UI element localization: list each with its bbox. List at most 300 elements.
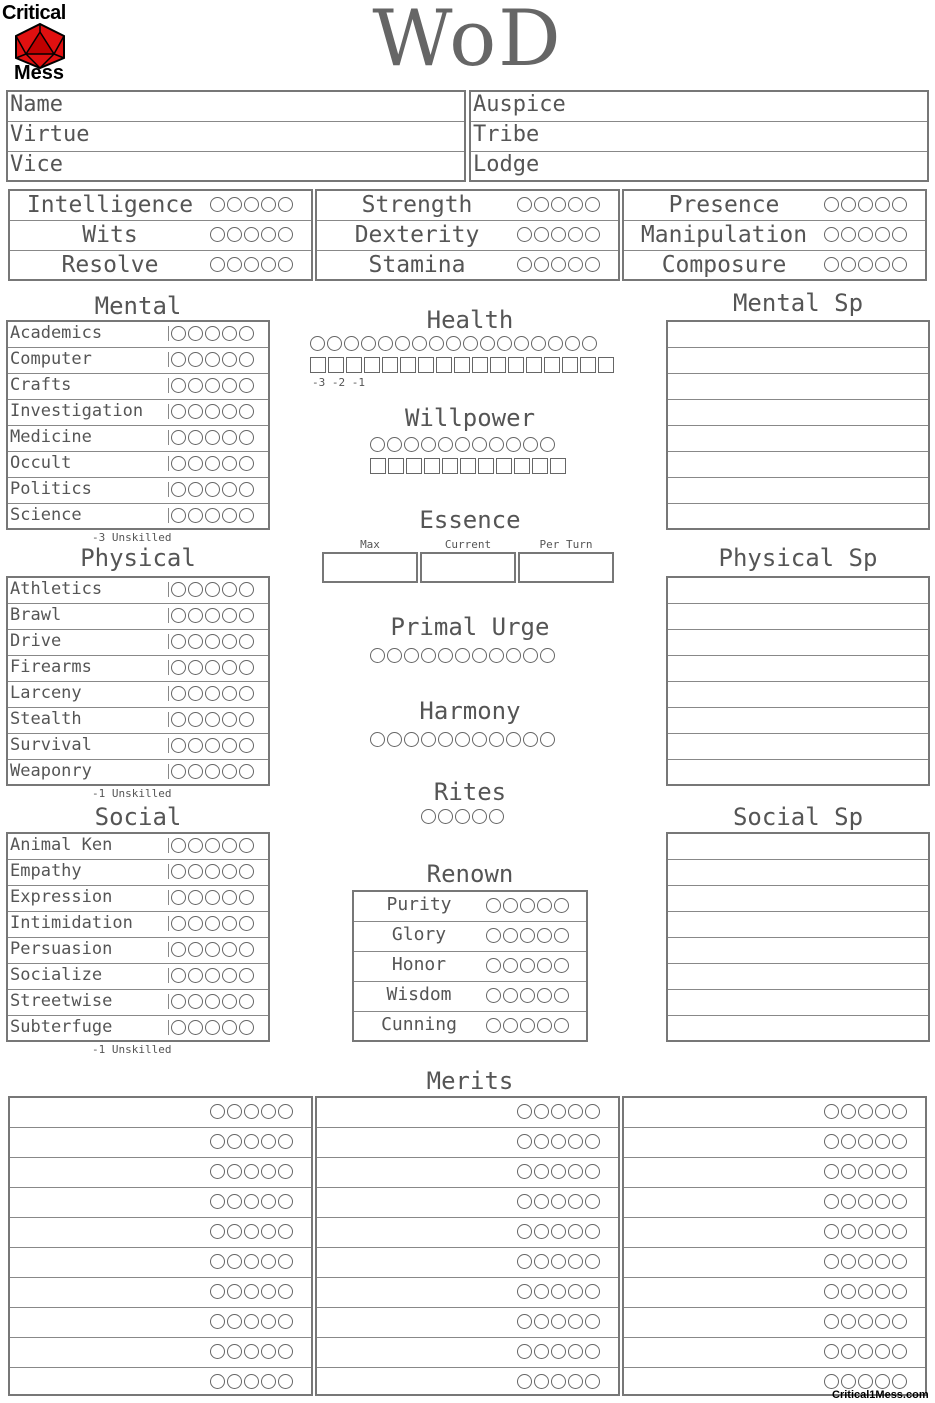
rites-dots[interactable] — [421, 809, 506, 824]
merit-dots[interactable] — [517, 1134, 602, 1149]
dot[interactable] — [537, 988, 552, 1003]
dot[interactable] — [585, 227, 600, 242]
dot[interactable] — [534, 1284, 549, 1299]
health-box[interactable] — [454, 357, 470, 373]
dot[interactable] — [239, 864, 254, 879]
skill-dots[interactable] — [168, 686, 256, 701]
dot[interactable] — [278, 197, 293, 212]
renown-row[interactable] — [354, 952, 586, 982]
dot[interactable] — [841, 1344, 856, 1359]
dot[interactable] — [222, 712, 237, 727]
specialty-row[interactable] — [668, 912, 928, 938]
health-box[interactable] — [382, 357, 398, 373]
willpower-dot[interactable] — [489, 437, 504, 452]
health-box[interactable] — [418, 357, 434, 373]
skill-dots[interactable] — [168, 634, 256, 649]
dot[interactable] — [261, 1254, 276, 1269]
specialty-row[interactable] — [668, 682, 928, 708]
dot[interactable] — [841, 227, 856, 242]
dot[interactable] — [261, 1284, 276, 1299]
dot[interactable] — [239, 582, 254, 597]
health-dot[interactable] — [327, 336, 342, 351]
dot[interactable] — [841, 1314, 856, 1329]
dot[interactable] — [205, 838, 220, 853]
merit-dots[interactable] — [210, 1104, 295, 1119]
dot[interactable] — [503, 898, 518, 913]
willpower-box[interactable] — [496, 458, 512, 474]
dot[interactable] — [205, 916, 220, 931]
skill-row[interactable] — [8, 604, 268, 630]
dot[interactable] — [858, 1194, 873, 1209]
dot[interactable] — [205, 660, 220, 675]
merit-row[interactable] — [624, 1128, 925, 1158]
skill-dots[interactable] — [168, 456, 256, 471]
attribute-row[interactable] — [10, 191, 311, 221]
specialty-row[interactable] — [668, 734, 928, 760]
renown-dots[interactable] — [486, 988, 571, 1003]
skill-row[interactable] — [8, 834, 268, 860]
skill-dots[interactable] — [168, 864, 256, 879]
dot[interactable] — [244, 1344, 259, 1359]
footer-site[interactable]: Critical1Mess.com — [832, 1389, 929, 1401]
dot[interactable] — [244, 197, 259, 212]
dot[interactable] — [171, 968, 186, 983]
dot[interactable] — [824, 1134, 839, 1149]
dot[interactable] — [188, 1020, 203, 1035]
health-dot[interactable] — [565, 336, 580, 351]
skill-row[interactable] — [8, 630, 268, 656]
dot[interactable] — [892, 1194, 907, 1209]
rites-dot[interactable] — [455, 809, 470, 824]
health-box[interactable] — [346, 357, 362, 373]
dot[interactable] — [239, 1020, 254, 1035]
dot[interactable] — [517, 1194, 532, 1209]
dot[interactable] — [171, 582, 186, 597]
dot[interactable] — [205, 634, 220, 649]
willpower-dot[interactable] — [404, 437, 419, 452]
dot[interactable] — [824, 1314, 839, 1329]
dot[interactable] — [227, 1344, 242, 1359]
dot[interactable] — [534, 1224, 549, 1239]
dot[interactable] — [585, 257, 600, 272]
harmony-dot[interactable] — [387, 732, 402, 747]
dot[interactable] — [222, 916, 237, 931]
dot[interactable] — [892, 1374, 907, 1389]
dot[interactable] — [824, 1284, 839, 1299]
specialty-row[interactable] — [668, 504, 928, 530]
harmony-dot[interactable] — [404, 732, 419, 747]
skill-row[interactable] — [8, 964, 268, 990]
dot[interactable] — [171, 660, 186, 675]
dot[interactable] — [239, 404, 254, 419]
dot[interactable] — [205, 608, 220, 623]
merit-dots[interactable] — [824, 1284, 909, 1299]
dot[interactable] — [239, 838, 254, 853]
dot[interactable] — [188, 430, 203, 445]
dot[interactable] — [875, 1314, 890, 1329]
dot[interactable] — [239, 456, 254, 471]
dot[interactable] — [222, 608, 237, 623]
specialty-row[interactable] — [668, 478, 928, 504]
merit-row[interactable] — [624, 1278, 925, 1308]
renown-dots[interactable] — [486, 898, 571, 913]
skill-dots[interactable] — [168, 482, 256, 497]
dot[interactable] — [278, 257, 293, 272]
skill-dots[interactable] — [168, 660, 256, 675]
merit-dots[interactable] — [824, 1104, 909, 1119]
dot[interactable] — [171, 942, 186, 957]
attribute-row[interactable] — [624, 221, 925, 251]
specialty-row[interactable] — [668, 374, 928, 400]
dot[interactable] — [534, 1254, 549, 1269]
dot[interactable] — [171, 456, 186, 471]
dot[interactable] — [227, 1284, 242, 1299]
skill-row[interactable] — [8, 708, 268, 734]
attribute-dots[interactable] — [824, 197, 909, 212]
dot[interactable] — [858, 1164, 873, 1179]
dot[interactable] — [278, 1134, 293, 1149]
dot[interactable] — [210, 1164, 225, 1179]
attribute-row[interactable] — [624, 191, 925, 221]
dot[interactable] — [261, 197, 276, 212]
dot[interactable] — [486, 988, 501, 1003]
merit-dots[interactable] — [824, 1344, 909, 1359]
dot[interactable] — [875, 1164, 890, 1179]
primal-urge-dots[interactable] — [370, 648, 557, 663]
dot[interactable] — [278, 1254, 293, 1269]
dot[interactable] — [278, 1104, 293, 1119]
dot[interactable] — [534, 1134, 549, 1149]
dot[interactable] — [188, 968, 203, 983]
dot[interactable] — [585, 1194, 600, 1209]
health-dot[interactable] — [344, 336, 359, 351]
willpower-dots[interactable] — [370, 437, 557, 452]
dot[interactable] — [188, 404, 203, 419]
dot[interactable] — [205, 582, 220, 597]
dot[interactable] — [551, 1134, 566, 1149]
dot[interactable] — [210, 1254, 225, 1269]
dot[interactable] — [858, 257, 873, 272]
merit-dots[interactable] — [517, 1344, 602, 1359]
willpower-box[interactable] — [478, 458, 494, 474]
dot[interactable] — [892, 1254, 907, 1269]
dot[interactable] — [824, 1254, 839, 1269]
merit-dots[interactable] — [517, 1254, 602, 1269]
dot[interactable] — [205, 942, 220, 957]
dot[interactable] — [188, 326, 203, 341]
harmony-dot[interactable] — [489, 732, 504, 747]
willpower-dot[interactable] — [387, 437, 402, 452]
dot[interactable] — [568, 257, 583, 272]
specialty-row[interactable] — [668, 656, 928, 682]
dot[interactable] — [171, 838, 186, 853]
dot[interactable] — [824, 1164, 839, 1179]
dot[interactable] — [503, 928, 518, 943]
merit-row[interactable] — [10, 1338, 311, 1368]
renown-dots[interactable] — [486, 1018, 571, 1033]
skill-row[interactable] — [8, 912, 268, 938]
dot[interactable] — [261, 1344, 276, 1359]
willpower-dot[interactable] — [455, 437, 470, 452]
willpower-box[interactable] — [388, 458, 404, 474]
dot[interactable] — [239, 326, 254, 341]
dot[interactable] — [858, 1344, 873, 1359]
merit-dots[interactable] — [517, 1164, 602, 1179]
dot[interactable] — [568, 1104, 583, 1119]
dot[interactable] — [171, 686, 186, 701]
specialty-row[interactable] — [668, 860, 928, 886]
renown-row[interactable] — [354, 892, 586, 922]
health-dot[interactable] — [378, 336, 393, 351]
dot[interactable] — [239, 942, 254, 957]
dot[interactable] — [222, 456, 237, 471]
dot[interactable] — [222, 582, 237, 597]
dot[interactable] — [244, 1224, 259, 1239]
dot[interactable] — [188, 838, 203, 853]
attribute-dots[interactable] — [517, 227, 602, 242]
dot[interactable] — [261, 1104, 276, 1119]
merit-row[interactable] — [10, 1308, 311, 1338]
merit-dots[interactable] — [517, 1104, 602, 1119]
merit-dots[interactable] — [824, 1254, 909, 1269]
dot[interactable] — [278, 1224, 293, 1239]
willpower-box[interactable] — [370, 458, 386, 474]
primal-urge-dot[interactable] — [421, 648, 436, 663]
dot[interactable] — [205, 968, 220, 983]
essence-per-turn-field[interactable] — [518, 552, 614, 583]
dot[interactable] — [568, 1224, 583, 1239]
attribute-dots[interactable] — [210, 197, 295, 212]
dot[interactable] — [171, 738, 186, 753]
dot[interactable] — [244, 1284, 259, 1299]
primal-urge-dot[interactable] — [455, 648, 470, 663]
skill-dots[interactable] — [168, 352, 256, 367]
dot[interactable] — [534, 227, 549, 242]
merit-row[interactable] — [317, 1188, 618, 1218]
skill-row[interactable] — [8, 578, 268, 604]
dot[interactable] — [534, 197, 549, 212]
merit-row[interactable] — [624, 1098, 925, 1128]
dot[interactable] — [824, 197, 839, 212]
skill-dots[interactable] — [168, 326, 256, 341]
dot[interactable] — [841, 1104, 856, 1119]
renown-row[interactable] — [354, 982, 586, 1012]
dot[interactable] — [210, 1314, 225, 1329]
dot[interactable] — [244, 1104, 259, 1119]
merit-dots[interactable] — [517, 1374, 602, 1389]
dot[interactable] — [205, 890, 220, 905]
dot[interactable] — [239, 764, 254, 779]
dot[interactable] — [244, 227, 259, 242]
merit-row[interactable] — [317, 1338, 618, 1368]
willpower-boxes[interactable] — [370, 458, 568, 474]
merit-row[interactable] — [10, 1218, 311, 1248]
dot[interactable] — [261, 227, 276, 242]
dot[interactable] — [239, 378, 254, 393]
dot[interactable] — [239, 352, 254, 367]
dot[interactable] — [205, 764, 220, 779]
attribute-dots[interactable] — [517, 197, 602, 212]
health-box[interactable] — [598, 357, 614, 373]
dot[interactable] — [841, 1284, 856, 1299]
primal-urge-dot[interactable] — [472, 648, 487, 663]
dot[interactable] — [205, 430, 220, 445]
skill-row[interactable] — [8, 1016, 268, 1042]
dot[interactable] — [892, 257, 907, 272]
skill-row[interactable] — [8, 478, 268, 504]
specialty-row[interactable] — [668, 834, 928, 860]
primal-urge-dot[interactable] — [540, 648, 555, 663]
merit-row[interactable] — [317, 1098, 618, 1128]
dot[interactable] — [841, 197, 856, 212]
dot[interactable] — [841, 1164, 856, 1179]
skill-row[interactable] — [8, 656, 268, 682]
dot[interactable] — [222, 890, 237, 905]
dot[interactable] — [188, 994, 203, 1009]
health-box[interactable] — [400, 357, 416, 373]
dot[interactable] — [554, 988, 569, 1003]
dot[interactable] — [244, 1164, 259, 1179]
essence-current-field[interactable] — [420, 552, 516, 583]
dot[interactable] — [171, 712, 186, 727]
willpower-box[interactable] — [442, 458, 458, 474]
dot[interactable] — [210, 1134, 225, 1149]
dot[interactable] — [171, 352, 186, 367]
dot[interactable] — [824, 1344, 839, 1359]
dot[interactable] — [188, 864, 203, 879]
dot[interactable] — [585, 1284, 600, 1299]
dot[interactable] — [858, 1284, 873, 1299]
dot[interactable] — [278, 1374, 293, 1389]
dot[interactable] — [222, 352, 237, 367]
attribute-dots[interactable] — [210, 257, 295, 272]
rites-dot[interactable] — [489, 809, 504, 824]
dot[interactable] — [188, 508, 203, 523]
dot[interactable] — [841, 257, 856, 272]
dot[interactable] — [227, 227, 242, 242]
merit-dots[interactable] — [210, 1254, 295, 1269]
merit-row[interactable] — [624, 1218, 925, 1248]
attribute-dots[interactable] — [210, 227, 295, 242]
skill-row[interactable] — [8, 348, 268, 374]
dot[interactable] — [486, 1018, 501, 1033]
merit-dots[interactable] — [517, 1224, 602, 1239]
merit-dots[interactable] — [824, 1164, 909, 1179]
dot[interactable] — [188, 890, 203, 905]
primal-urge-dot[interactable] — [489, 648, 504, 663]
dot[interactable] — [585, 1224, 600, 1239]
dot[interactable] — [568, 197, 583, 212]
dot[interactable] — [841, 1134, 856, 1149]
dot[interactable] — [486, 928, 501, 943]
dot[interactable] — [239, 608, 254, 623]
dot[interactable] — [892, 1164, 907, 1179]
dot[interactable] — [503, 958, 518, 973]
dot[interactable] — [892, 1104, 907, 1119]
dot[interactable] — [244, 1314, 259, 1329]
health-boxes[interactable] — [310, 357, 616, 373]
specialty-row[interactable] — [668, 578, 928, 604]
skill-dots[interactable] — [168, 942, 256, 957]
dot[interactable] — [551, 1254, 566, 1269]
health-box[interactable] — [580, 357, 596, 373]
dot[interactable] — [210, 1104, 225, 1119]
specialty-row[interactable] — [668, 990, 928, 1016]
dot[interactable] — [568, 1134, 583, 1149]
dot[interactable] — [585, 1104, 600, 1119]
dot[interactable] — [517, 197, 532, 212]
skill-row[interactable] — [8, 322, 268, 348]
skill-dots[interactable] — [168, 764, 256, 779]
dot[interactable] — [210, 1194, 225, 1209]
dot[interactable] — [841, 1224, 856, 1239]
merit-row[interactable] — [317, 1368, 618, 1398]
merit-row[interactable] — [317, 1128, 618, 1158]
skill-row[interactable] — [8, 682, 268, 708]
dot[interactable] — [210, 197, 225, 212]
attribute-row[interactable] — [317, 221, 618, 251]
dot[interactable] — [278, 1164, 293, 1179]
dot[interactable] — [222, 864, 237, 879]
merit-row[interactable] — [10, 1128, 311, 1158]
dot[interactable] — [188, 942, 203, 957]
dot[interactable] — [520, 988, 535, 1003]
dot[interactable] — [227, 1314, 242, 1329]
skill-row[interactable] — [8, 990, 268, 1016]
merit-dots[interactable] — [824, 1374, 909, 1389]
specialty-row[interactable] — [668, 1016, 928, 1042]
rites-dot[interactable] — [438, 809, 453, 824]
dot[interactable] — [239, 660, 254, 675]
dot[interactable] — [171, 378, 186, 393]
dot[interactable] — [188, 916, 203, 931]
skill-row[interactable] — [8, 760, 268, 786]
dot[interactable] — [875, 1254, 890, 1269]
primal-urge-dot[interactable] — [404, 648, 419, 663]
dot[interactable] — [227, 1254, 242, 1269]
dot[interactable] — [551, 1164, 566, 1179]
dot[interactable] — [188, 738, 203, 753]
dot[interactable] — [261, 1194, 276, 1209]
dot[interactable] — [210, 1224, 225, 1239]
merit-dots[interactable] — [210, 1314, 295, 1329]
health-box[interactable] — [544, 357, 560, 373]
dot[interactable] — [205, 1020, 220, 1035]
skill-row[interactable] — [8, 452, 268, 478]
dot[interactable] — [210, 1344, 225, 1359]
dot[interactable] — [278, 1284, 293, 1299]
dot[interactable] — [892, 1314, 907, 1329]
skill-row[interactable] — [8, 886, 268, 912]
dot[interactable] — [227, 1104, 242, 1119]
health-box[interactable] — [508, 357, 524, 373]
willpower-dot[interactable] — [370, 437, 385, 452]
dot[interactable] — [858, 227, 873, 242]
dot[interactable] — [824, 257, 839, 272]
dot[interactable] — [222, 634, 237, 649]
willpower-box[interactable] — [550, 458, 566, 474]
dot[interactable] — [205, 738, 220, 753]
essence-max-field[interactable] — [322, 552, 418, 583]
dot[interactable] — [892, 197, 907, 212]
primal-urge-dot[interactable] — [438, 648, 453, 663]
attribute-dots[interactable] — [824, 257, 909, 272]
dot[interactable] — [858, 1374, 873, 1389]
rites-dot[interactable] — [472, 809, 487, 824]
dot[interactable] — [551, 1104, 566, 1119]
health-dot[interactable] — [412, 336, 427, 351]
dot[interactable] — [188, 352, 203, 367]
